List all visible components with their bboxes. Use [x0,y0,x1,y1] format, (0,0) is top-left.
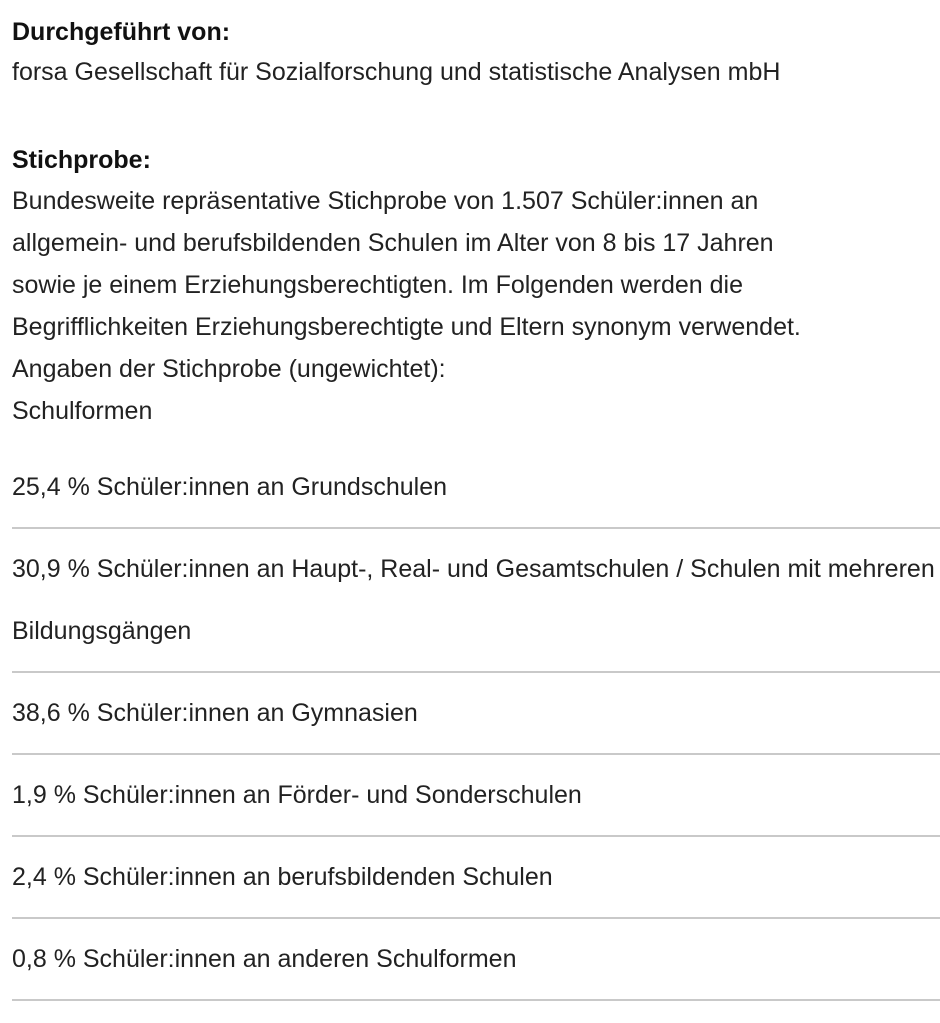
conducted-by-text: forsa Gesellschaft für Sozialforschung und statistische Analysen mbH [12,58,781,86]
sample-line: Bundesweite repräsentative Stichprobe von 1.507 Schüler:innen an [12,187,759,215]
sample-line: Begrifflichkeiten Erziehungsberechtigte und Eltern synonym verwendet. [12,313,801,341]
sample-description [12,180,932,432]
sample-heading: Stichprobe: [12,146,151,174]
school-type-item: 1,9 % Schüler:innen an Förder- und Sonderschulen [12,755,940,837]
school-type-item: 30,9 % Schüler:innen an Haupt-, Real- und Gesamtschulen / Schulen mit mehreren Bildungsgängen [12,529,940,673]
conducted-by-heading: Durchgeführt von: [12,18,231,46]
sample-line: Angaben der Stichprobe (ungewichtet): [12,355,446,383]
school-type-item: 2,4 % Schüler:innen an berufsbildenden Schulen [12,837,940,919]
school-type-item: 25,4 % Schüler:innen an Grundschulen [12,447,940,529]
sample-line: allgemein- und berufsbildenden Schulen im Alter von 8 bis 17 Jahren [12,229,774,257]
sample-line: sowie je einem Erziehungsberechtigten. Im Folgenden werden die [12,271,743,299]
sample-line: Schulformen [12,397,153,425]
school-types-list [12,447,940,1001]
conducted-by-section [12,14,932,92]
sample-section [12,142,932,432]
school-type-item: 38,6 % Schüler:innen an Gymnasien [12,673,940,755]
school-type-item: 0,8 % Schüler:innen an anderen Schulformen [12,919,940,1001]
